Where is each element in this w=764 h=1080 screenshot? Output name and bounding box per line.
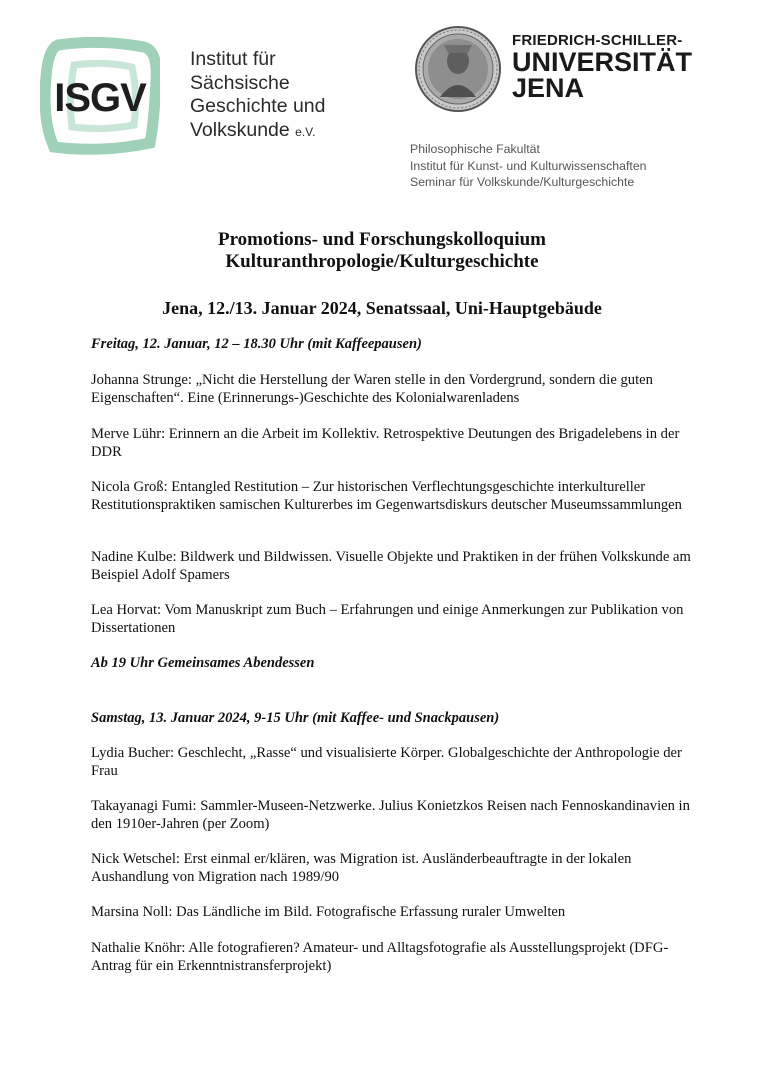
document-title-line1: Promotions- und Forschungskolloquium [217,229,546,250]
saturday-heading: Samstag, 13. Januar 2024, 9-15 Uhr (mit Kaffee- und Snackpausen) [91,710,500,726]
university-name-line3: JENA [512,73,585,103]
isgv-name-suffix: e.V. [295,124,316,139]
faculty-line: Philosophische Fakultät [410,142,540,156]
friday-talk-3: Nicola Groß: Entangled Restitution – Zur historischen Verflechtungsgeschichte interkultureller Restitutionspraktiken samischen Kulturerbes im Gegenwartsdiskurs deutscher Museumssammlungen [91,479,682,513]
saturday-talk-3: Nick Wetschel: Erst einmal er/klären, was Migration ist. Ausländerbeauftragte in der lokalen Aushandlung von Migration nach 1989/90 [91,851,632,885]
isgv-logo-icon [40,37,160,155]
isgv-name-line [190,119,326,145]
friday-talk-1: Johanna Strunge: „Nicht die Herstellung der Waren stelle in den Vordergrund, sondern die guten Eigenschaften“. Eine (Erinnerungs-)Geschichte des Kolonialwarenladens [91,372,653,406]
isgv-name-line: Geschichte und [190,95,326,117]
isgv-name-line-4: Volkskunde [190,118,290,141]
saturday-talk-4: Marsina Noll: Das Ländliche im Bild. Fotografische Erfassung ruraler Umwelten [91,904,566,920]
isgv-name [190,48,326,144]
friday-talk-2: Merve Lühr: Erinnern an die Arbeit im Kollektiv. Retrospektive Deutungen des Brigadelebens in der DDR [91,426,680,460]
university-name-line1: FRIEDRICH-SCHILLER- [512,32,683,49]
isgv-logo-text: ISGV [54,76,146,120]
university-name-line2: UNIVERSITÄT [512,47,693,77]
friday-heading: Freitag, 12. Januar, 12 – 18.30 Uhr (mit Kaffeepausen) [91,336,422,352]
faculty-line: Institut für Kunst- und Kulturwissenschaften [410,158,647,173]
university-seal-icon [414,25,502,113]
saturday-talk-2: Takayanagi Fumi: Sammler-Museen-Netzwerke. Julius Konietzkos Reisen nach Fennoskandinavien in den 1910er-Jahren (per Zoom) [91,798,690,832]
friday-talk-4: Nadine Kulbe: Bildwerk und Bildwissen. Visuelle Objekte und Praktiken in der frühen Volkskunde am Beispiel Adolf Spamers [91,549,691,583]
document-title [0,229,764,273]
document-title-line2: Kulturanthropologie/Kulturgeschichte [225,251,539,272]
faculty-block [410,141,647,191]
friday-talk-5: Lea Horvat: Vom Manuskript zum Buch – Erfahrungen und einige Anmerkungen zur Publikation von Dissertationen [91,602,684,636]
saturday-talk-5: Nathalie Knöhr: Alle fotografieren? Amateur- und Alltagsfotografie als Ausstellungsprojekt (DFG-Antrag für ein Erkenntnistransferprojekt) [91,940,669,974]
friday-dinner: Ab 19 Uhr Gemeinsames Abendessen [91,655,315,671]
faculty-line: Seminar für Volkskunde/Kulturgeschichte [410,175,635,189]
university-name [512,32,692,101]
isgv-name-line: Sächsische [190,71,290,94]
isgv-name-line: Institut für [190,48,276,70]
saturday-talk-1: Lydia Bucher: Geschlecht, „Rasse“ und visualisierte Körper. Globalgeschichte der Anthropologie der Frau [91,745,682,779]
event-subtitle: Jena, 12./13. Januar 2024, Senatssaal, Uni-Hauptgebäude [162,298,602,318]
